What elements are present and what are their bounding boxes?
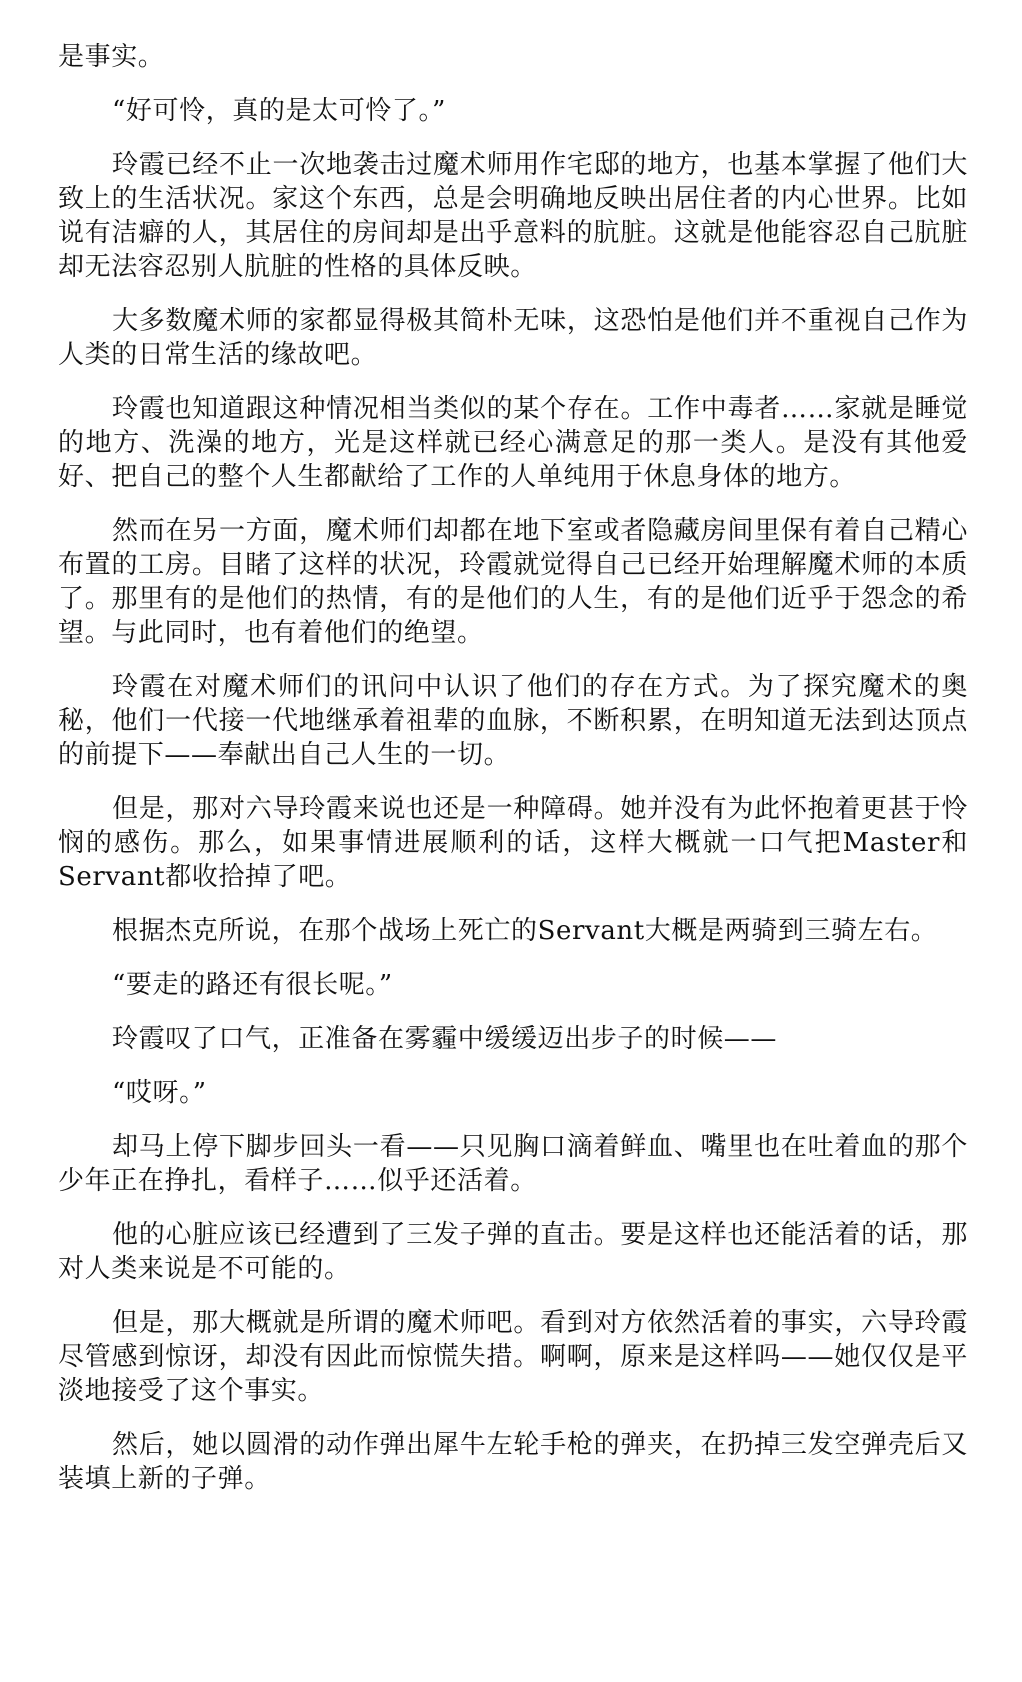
paragraph: 但是，那对六导玲霞来说也还是一种障碍。她并没有为此怀抱着更甚于怜悯的感伤。那么，如果事情进展顺利的话，这样大概就一口气把Master和Servant都收拾掉了吧。: [58, 794, 968, 892]
paragraph: 大多数魔术师的家都显得极其简朴无味，这恐怕是他们并不重视自己作为人类的日常生活的缘故吧。: [58, 306, 968, 370]
paragraph: 玲霞叹了口气，正准备在雾霾中缓缓迈出步子的时候——: [112, 1024, 778, 1054]
paragraph: 玲霞在对魔术师们的讯问中认识了他们的存在方式。为了探究魔术的奥秘，他们一代接一代地继承着祖辈的血脉，不断积累，在明知道无法到达顶点的前提下——奉献出自己人生的一切。: [58, 672, 968, 770]
paragraph: 他的心脏应该已经遭到了三发子弹的直击。要是这样也还能活着的话，那对人类来说是不可能的。: [58, 1220, 968, 1284]
paragraph: 玲霞已经不止一次地袭击过魔术师用作宅邸的地方，也基本掌握了他们大致上的生活状况。家这个东西，总是会明确地反映出居住者的内心世界。比如说有洁癖的人，其居住的房间却是出乎意料的肮脏。这就是他能容忍自己肮脏却无法容忍别人肮脏的性格的具体反映。: [58, 150, 968, 282]
document-body: [58, 40, 968, 1516]
paragraph-continuation: 是事实。: [58, 42, 165, 72]
paragraph: 根据杰克所说，在那个战场上死亡的Servant大概是两骑到三骑左右。: [112, 916, 938, 946]
paragraph-dialogue: “好可怜，真的是太可怜了。”: [112, 96, 446, 126]
paragraph: 但是，那大概就是所谓的魔术师吧。看到对方依然活着的事实，六导玲霞尽管感到惊讶，却没有因此而惊慌失措。啊啊，原来是这样吗——她仅仅是平淡地接受了这个事实。: [58, 1308, 968, 1406]
paragraph: 然而在另一方面，魔术师们却都在地下室或者隐藏房间里保有着自己精心布置的工房。目睹了这样的状况，玲霞就觉得自己已经开始理解魔术师的本质了。那里有的是他们的热情，有的是他们的人生，有的是他们近乎于怨念的希望。与此同时，也有着他们的绝望。: [58, 516, 968, 648]
paragraph: 玲霞也知道跟这种情况相当类似的某个存在。工作中毒者……家就是睡觉的地方、洗澡的地方，光是这样就已经心满意足的那一类人。是没有其他爱好、把自己的整个人生都献给了工作的人单纯用于休息身体的地方。: [58, 394, 968, 492]
paragraph: 却马上停下脚步回头一看——只见胸口滴着鲜血、嘴里也在吐着血的那个少年正在挣扎，看样子……似乎还活着。: [58, 1132, 968, 1196]
paragraph: 然后，她以圆滑的动作弹出犀牛左轮手枪的弹夹，在扔掉三发空弹壳后又装填上新的子弹。: [58, 1430, 968, 1494]
paragraph-dialogue: “哎呀。”: [112, 1078, 207, 1108]
paragraph-dialogue: “要走的路还有很长呢。”: [112, 970, 393, 1000]
